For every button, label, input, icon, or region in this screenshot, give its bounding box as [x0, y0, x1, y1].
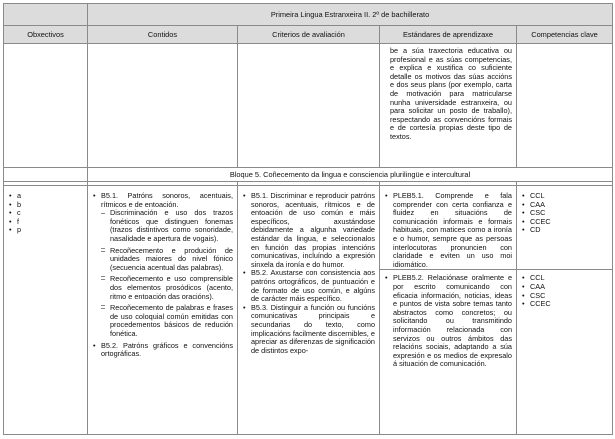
list-item: • B5.3. Distinguir a función ou funcións comunicativas principais e secundarias do texto, como implicacións facilmente discernibles, e apreciar as diferenzas de significación de distintos expo-: [242, 304, 375, 356]
title-row: [4, 4, 613, 26]
table-title: Primeira Lingua Estranxeira II. 2º de bachillerato: [88, 4, 613, 26]
header-competencias: Competencias clave: [517, 26, 613, 44]
criterios-list: [242, 192, 375, 355]
criterios-cell: [238, 186, 380, 435]
list-item: – Discriminación e uso dos trazos fonéticos que distinguen fonemas (trazos distintivos como sonoridade, nasalidade e apertura de vogais).: [101, 209, 233, 243]
header-criterios: Criterios de avaliación: [238, 26, 380, 44]
cont-competencias-cell: [517, 44, 613, 168]
estandar-list-1: [384, 192, 512, 269]
header-contidos: Contidos: [88, 26, 238, 44]
continuation-row: [4, 44, 613, 168]
objectives-cell: [4, 186, 88, 435]
objectives-list: [8, 192, 87, 235]
block-blank-cell: [4, 168, 88, 182]
list-item: • c: [8, 209, 87, 218]
competencias-list-2: [521, 274, 612, 308]
estandar-list-2: [384, 274, 512, 369]
content-row-1: [4, 186, 613, 270]
list-item: • CCL: [521, 274, 612, 283]
header-row: [4, 26, 613, 44]
list-item: • CAA: [521, 283, 612, 292]
cont-estandar-cell: [380, 44, 517, 168]
contidos-cell: [88, 186, 238, 435]
list-item: – Recoñecemento e uso comprensible dos elementos prosódicos (acento, ritmo e entoación das oracións).: [101, 275, 233, 301]
estandar-cell-2: [380, 270, 517, 435]
cont-criterios-cell: [238, 44, 380, 168]
estandar-cell-1: [380, 186, 517, 270]
list-item: • PLEB5.1. Comprende e fala comprender con certa confianza e fluidez en situacións de comunicación informais e formais habituais, con matices como a ironía e o humor, sempre que as persoas interlocutoras pronuncien con claridade e eviten un uso moi idiomático.: [384, 192, 512, 269]
list-item: • CAA: [521, 201, 612, 210]
blank-corner-cell: [4, 4, 88, 26]
block-title: Bloque 5. Coñecemento da lingua e consciencia plurilingüe e intercultural: [88, 168, 613, 182]
list-item: • CCL: [521, 192, 612, 201]
list-item: • CCEC: [521, 300, 612, 309]
list-item: • a: [8, 192, 87, 201]
list-item: • B5.2. Axustarse con consistencia aos patróns ortográficos, de puntuación e de formato de uso común, e algúns de carácter máis específico.: [242, 269, 375, 303]
block-row: [4, 168, 613, 182]
list-item: • B5.1. Discriminar e reproducir patróns sonoros, acentuais, rítmicos e de entoación de uso común e máis específicos, axustándose debidamente a algunha variedade estándar da lingua, e seleccionalos en función das propias intencións comunicativas, incluíndo a expresión sinxela da ironía e do humor.: [242, 192, 375, 269]
list-item: • CD: [521, 226, 612, 235]
list-item: • CSC: [521, 292, 612, 301]
cont-contidos-cell: [88, 44, 238, 168]
list-item: • p: [8, 226, 87, 235]
contido-b51: B5.1. Patróns sonoros, acentuais, rítmicos e de entoación.: [101, 191, 233, 209]
list-item: [92, 192, 233, 339]
list-item: • B5.2. Patróns gráficos e convencións ortográficas.: [92, 342, 233, 359]
list-item: – Recoñecemento de palabras e frases de uso coloquial común emitidas con procedementos básicos de redución fonética.: [101, 304, 233, 338]
competencias-list-1: [521, 192, 612, 235]
competencias-cell-2: [517, 270, 613, 435]
continued-estandar-text: be a súa traxectoria educativa ou profesional e as súas competencias, e explica e xustifica co suficiente detalle os motivos das súas accións e dos seus plans (por exemplo, carta de motivación para matricularse nunha universidade estranxeira, ou para solicitar un posto de traballo), respectando as convencións formais e de cortesía propias deste tipo de textos.: [390, 46, 512, 141]
header-obxectivos: Obxectivos: [4, 26, 88, 44]
curriculum-table: [3, 3, 613, 435]
list-item: – Recoñecemento e produción de unidades maiores do nivel fónico (secuencia acentual das palabras).: [101, 247, 233, 273]
list-item: • PLEB5.2. Relaciónase oralmente e por escrito comunicando con eficacia información, noticias, ideas e puntos de vista sobre temas tanto abstractos como concretos; ou solicitando ou transmitindo información relacionada con servizos ou outros ámbitos das relacións sociais, adaptando a súa expresión e os medios de expresalo á situación de comunicación.: [384, 274, 512, 369]
contido-sublist: [101, 209, 233, 338]
list-item: • CSC: [521, 209, 612, 218]
cont-obxectivos-cell: [4, 44, 88, 168]
header-estandares: Estándares de aprendizaxe: [380, 26, 517, 44]
contidos-list: [92, 192, 233, 359]
list-item: • CCEC: [521, 218, 612, 227]
competencias-cell-1: [517, 186, 613, 270]
list-item: • b: [8, 201, 87, 210]
list-item: • f: [8, 218, 87, 227]
